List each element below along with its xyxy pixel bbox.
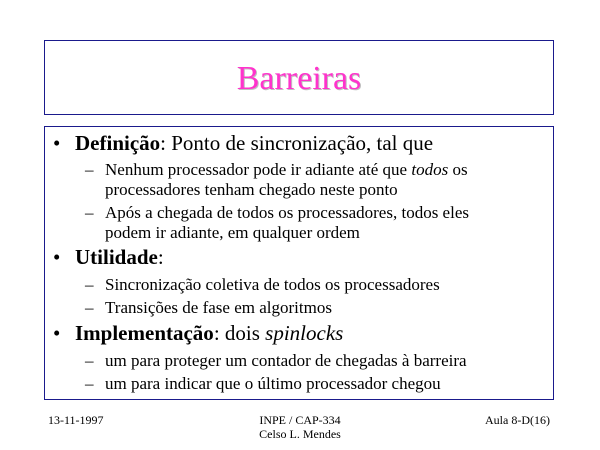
footer-author: Celso L. Mendes	[259, 427, 341, 441]
subitem-continuation: processadores tenham chegado neste ponto	[105, 180, 398, 199]
dash-icon: –	[85, 275, 94, 294]
subitem	[85, 374, 441, 394]
subitem	[85, 298, 332, 318]
dash-icon: –	[85, 203, 94, 222]
subitem-text: Após a chegada de todos os processadores, todos eles	[105, 203, 469, 222]
subitem	[85, 160, 468, 200]
bullet-icon: •	[53, 245, 61, 269]
bullet-icon: •	[53, 131, 61, 155]
title-box	[44, 40, 554, 115]
term-definicao: Definição	[75, 131, 161, 155]
implementacao-emphasis: spinlocks	[265, 321, 344, 345]
footer-date: 13-11-1997	[48, 413, 104, 427]
subitem-text: Nenhum processador pode ir adiante até que	[105, 160, 412, 179]
subitem-text: Sincronização coletiva de todos os processadores	[105, 275, 440, 294]
footer-course: INPE / CAP-334	[259, 413, 341, 427]
bullet-icon: •	[53, 321, 61, 345]
bullet-item-definicao	[53, 131, 433, 156]
subitem-text: Transições de fase em algoritmos	[105, 298, 332, 317]
content-box	[44, 126, 554, 400]
subitem	[85, 351, 467, 371]
dash-icon: –	[85, 160, 94, 179]
term-implementacao: Implementação	[75, 321, 214, 345]
slide-title: Barreiras	[236, 59, 362, 97]
bullet-item-implementacao	[53, 321, 343, 346]
subitem-text-end: os	[448, 160, 468, 179]
subitem-continuation: podem ir adiante, em qualquer ordem	[105, 223, 360, 242]
subitem	[85, 203, 469, 243]
subitem-text: um para indicar que o último processador chegou	[105, 374, 441, 393]
bullet-item-utilidade	[53, 245, 164, 270]
subitem	[85, 275, 440, 295]
subitem-text: um para proteger um contador de chegadas à barreira	[105, 351, 467, 370]
term-utilidade: Utilidade	[75, 245, 158, 269]
footer-page-number: Aula 8-D(16)	[485, 413, 550, 427]
dash-icon: –	[85, 374, 94, 393]
dash-icon: –	[85, 351, 94, 370]
subitem-emphasis: todos	[411, 160, 449, 179]
implementacao-text: : dois	[213, 321, 266, 345]
dash-icon: –	[85, 298, 94, 317]
definicao-text: : Ponto de sincronização, tal que	[160, 131, 434, 155]
utilidade-text: :	[157, 245, 164, 269]
